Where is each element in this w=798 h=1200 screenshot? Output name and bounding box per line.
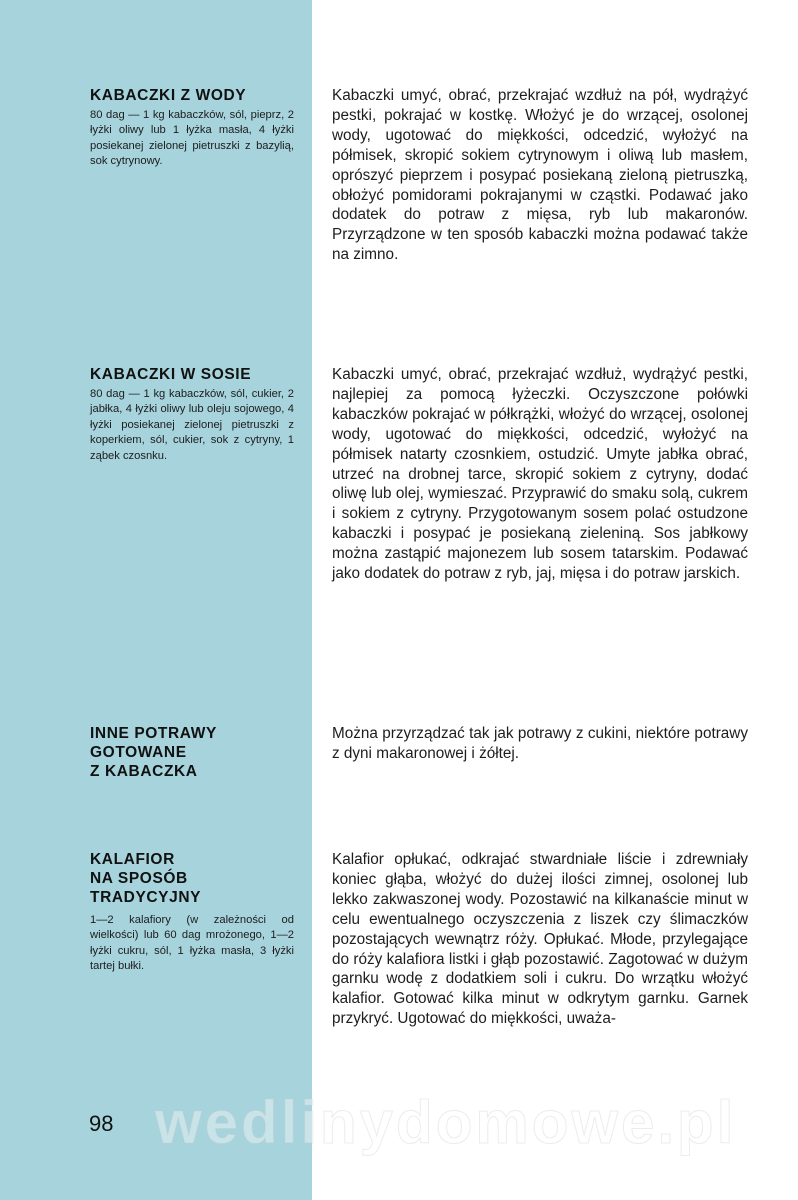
recipe-4-ingredients: 1—2 kalafiory (w zależności od wielkości) lub 60 dag mrożonego, 1—2 łyżki cukru, sól, 1 łyżka masła, 3 łyżki tartej bułki. [90, 914, 294, 973]
recipe-3-text: Można przyrządzać tak jak potrawy z cukini, niektóre potrawy z dyni makaronowej i żółtej. [332, 725, 748, 762]
recipe-3-title [90, 724, 294, 781]
recipe-2-body [332, 365, 748, 584]
recipe-2-sidebar [90, 365, 294, 464]
recipe-3-title-line-2: GOTOWANE [90, 744, 187, 761]
recipe-4-title [90, 850, 294, 907]
recipe-1-text: Kabaczki umyć, obrać, przekrajać wzdłuż na pół, wydrążyć pestki, pokrajać w kostkę. Włożyć je do wrzącej, osolonej wody, ugotować do miękkości, odcedzić, wyłożyć na półmisek, skropić sokiem cytrynowym i oliwą lub masłem, oprószyć pieprzem i posypać posiekaną zieloną pietruszką, obłożyć pomidorami pokrajanymi w cząstki. Podawać jako dodatek do potraw z mięsa, ryb lub makaronów. Przyrządzone w ten sposób kabaczki można podawać także na zimno. [332, 87, 748, 264]
recipe-2-ingredients: 80 dag — 1 kg kabaczków, sól, cukier, 2 jabłka, 4 łyżki oliwy lub oleju sojowego, 4 łyżki posiekanej zielonej pietruszki z koperkiem, sól, cukier, sok z cytryny, 1 ząbek czosnku. [90, 388, 294, 462]
recipe-4-text: Kalafior opłukać, odkrajać stwardniałe liście i zdrewniały koniec głąba, włożyć do dużej ilości zimnej, osolonej lub lekko zakwaszonej wody. Pozostawić na kilkanaście minut w celu ewentualnego oczyszczenia z liszek czy ślimaczków pozostających wewnątrz róży. Opłukać. Młode, przylegające do róży kalafiora listki i głąb pozostawić. Zagotować w dużym garnku wodę z dodatkiem soli i cukru. Do wrzątku włożyć kalafior. Gotować kilka minut w odkrytym garnku. Garnek przykryć. Ugotować do miękkości, uważa- [332, 851, 748, 1028]
recipe-2-text: Kabaczki umyć, obrać, przekrajać wzdłuż, wydrążyć pestki, najlepiej za pomocą łyżeczki. Oczyszczone połówki kabaczków pokrajać w półkrążki, włożyć do wrzącej, osolonej wody, ugotować do miękkości, odcedzić, wyłożyć na półmisek natarty czosnkiem, ostudzić. Umyte jabłka obrać, utrzeć na drobnej tarce, skropić sokiem z cytryny, dodać oliwę lub olej, wymieszać. Przyprawić do smaku solą, cukrem i sokiem z cytryny. Przygotowanym sosem polać ostudzone kabaczki i posypać je posiekaną zieleniną. Sos jabłkowy można zastąpić majonezem lub sosem tatarskim. Podawać jako dodatek do potraw z ryb, jaj, mięsa i do potraw jarskich. [332, 366, 748, 583]
recipe-4-body [332, 850, 748, 1029]
recipe-3-sidebar [90, 724, 294, 781]
recipe-3-title-line-3: Z KABACZKA [90, 763, 198, 780]
recipe-3-title-line-1: INNE POTRAWY [90, 725, 217, 742]
recipe-4-sidebar [90, 850, 294, 975]
watermark: wedlinydomowe.pl [155, 1089, 737, 1156]
recipe-1-ingredients: 80 dag — 1 kg kabaczków, sól, pieprz, 2 łyżki oliwy lub 1 łyżka masła, 4 łyżki posiekanej zielonej pietruszki z bazylią, sok cytrynowy. [90, 109, 294, 168]
recipe-3-body [332, 724, 748, 764]
recipe-4-title-line-2: NA SPOSÓB [90, 870, 188, 887]
recipe-1-sidebar [90, 86, 294, 170]
left-sidebar-band [0, 0, 312, 1200]
recipe-4-title-line-1: KALAFIOR [90, 851, 175, 868]
recipe-1-title: KABACZKI Z WODY [90, 87, 247, 104]
page-number: 98 [89, 1111, 114, 1136]
recipe-2-title: KABACZKI W SOSIE [90, 366, 252, 383]
recipe-4-title-line-3: TRADYCYJNY [90, 889, 202, 906]
recipe-1-body [332, 86, 748, 265]
